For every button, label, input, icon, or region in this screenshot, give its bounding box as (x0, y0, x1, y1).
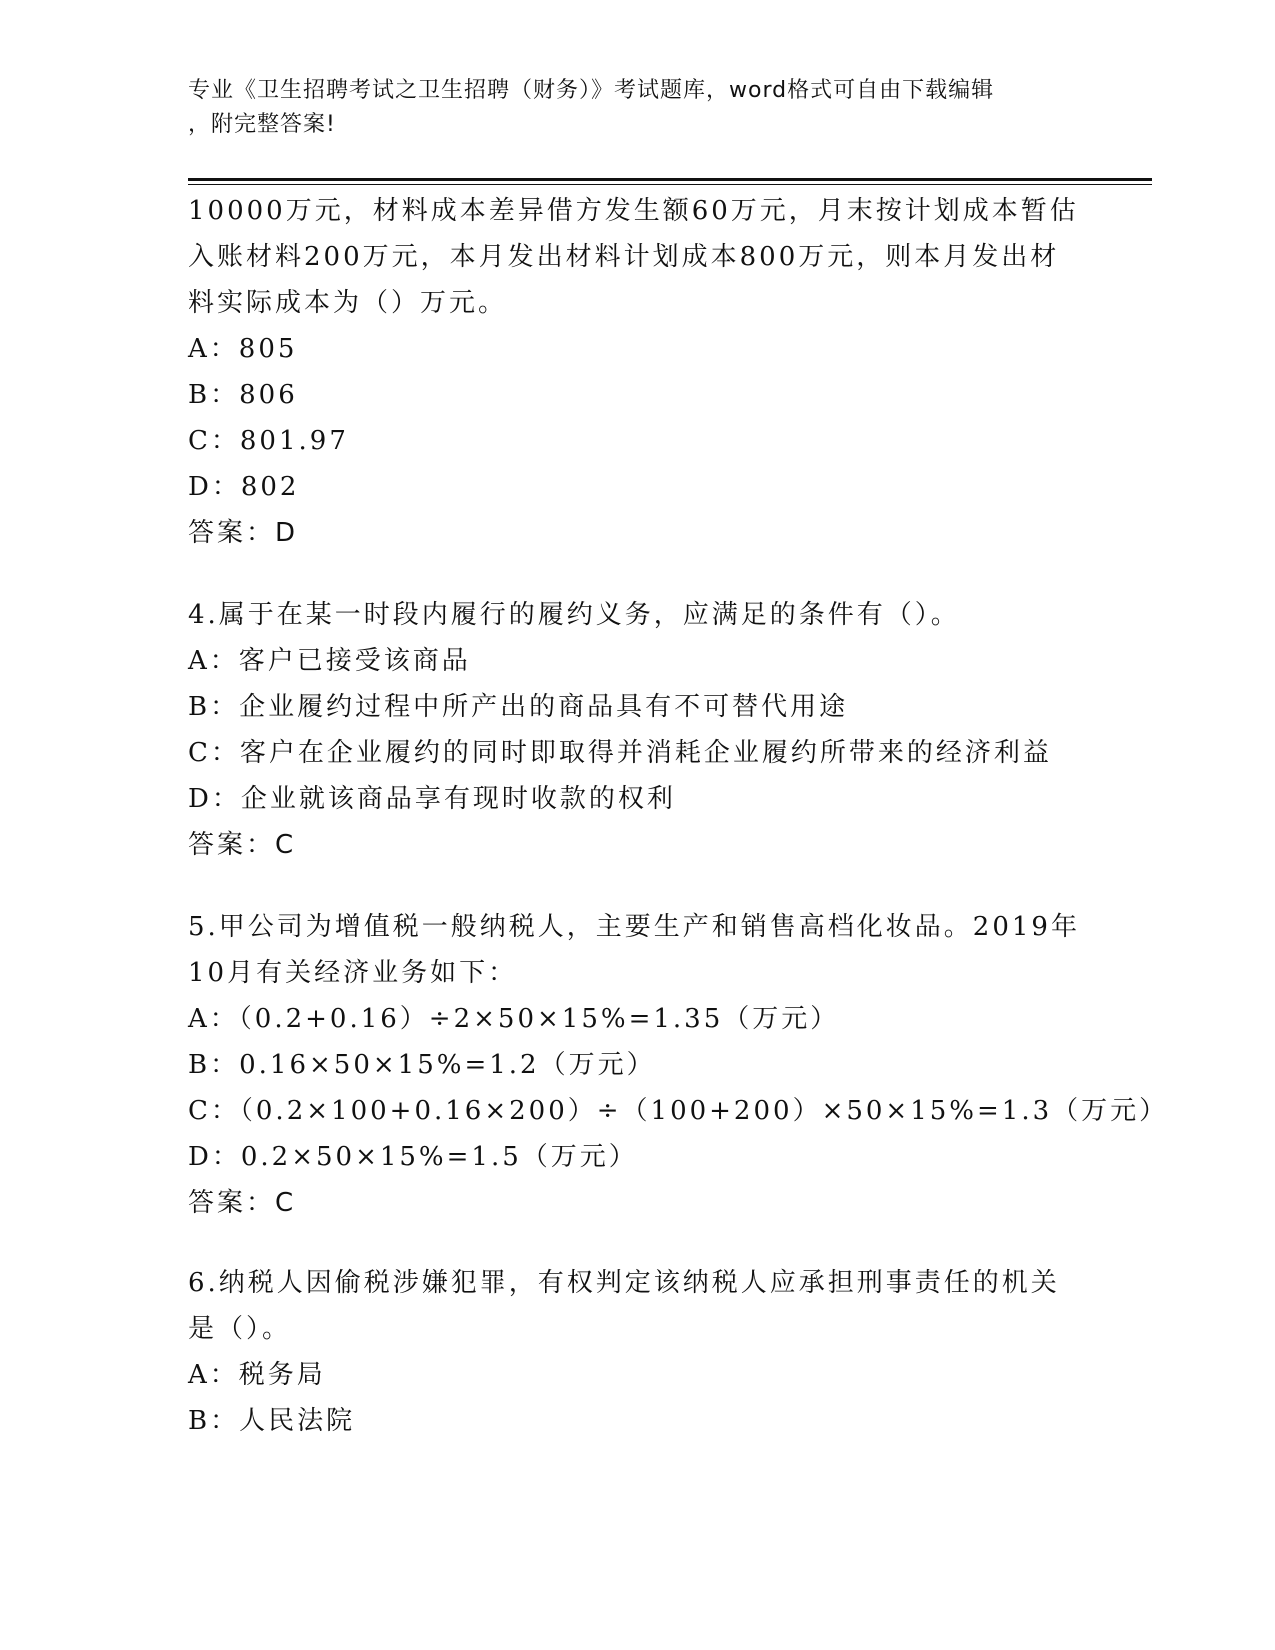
option-b: B：人民法院 (188, 1406, 356, 1436)
question-text-line: 料实际成本为（）万元。 (188, 288, 508, 318)
question-4 (188, 592, 1068, 868)
header-divider-thin (188, 184, 1152, 185)
question-content (188, 188, 1169, 1444)
question-text-line: 5.甲公司为增值税一般纳税人，主要生产和销售高档化妆品。2019年 (188, 912, 1080, 942)
answer-label: 答案：D (188, 518, 299, 548)
question-3 (188, 188, 1079, 556)
question-text-line: 入账材料200万元，本月发出材料计划成本800万元，则本月发出材 (188, 242, 1060, 272)
header-divider-thick (188, 178, 1152, 181)
option-a: A：客户已接受该商品 (188, 646, 471, 676)
option-a: A：（0.2+0.16）÷2×50×15%=1.35（万元） (188, 1004, 840, 1034)
spacer (188, 1226, 1068, 1260)
question-text-line: 是（）。 (188, 1314, 292, 1344)
question-text-line: 10月有关经济业务如下： (188, 958, 518, 988)
question-text-line: 4.属于在某一时段内履行的履约义务，应满足的条件有（）。 (188, 600, 960, 630)
answer-label: 答案：C (188, 1188, 297, 1218)
answer-label: 答案：C (188, 830, 297, 860)
option-b: B：企业履约过程中所产出的商品具有不可替代用途 (188, 692, 849, 722)
question-5 (188, 904, 1169, 1226)
option-a: A：税务局 (188, 1360, 326, 1390)
question-6 (188, 1260, 1068, 1444)
option-d: D：802 (188, 472, 300, 502)
document-header (188, 74, 1068, 142)
spacer (188, 868, 1068, 904)
header-line-1: 专业《卫生招聘考试之卫生招聘（财务）》考试题库，word格式可自由下载编辑 (188, 78, 995, 103)
option-b: B：806 (188, 380, 298, 410)
option-b: B：0.16×50×15%=1.2（万元） (188, 1050, 656, 1080)
option-c: C：801.97 (188, 426, 349, 456)
question-text-line: 10000万元，材料成本差异借方发生额60万元，月末按计划成本暂估 (188, 196, 1079, 226)
question-text-line: 6.纳税人因偷税涉嫌犯罪，有权判定该纳税人应承担刑事责任的机关 (188, 1268, 1060, 1298)
option-c: C：（0.2×100+0.16×200）÷（100+200）×50×15%=1.3（万元） (188, 1096, 1169, 1126)
option-c: C：客户在企业履约的同时即取得并消耗企业履约所带来的经济利益 (188, 738, 1052, 768)
header-line-2: ，附完整答案! (188, 112, 336, 137)
option-a: A：805 (188, 334, 298, 364)
option-d: D：企业就该商品享有现时收款的权利 (188, 784, 676, 814)
spacer (188, 556, 1068, 592)
option-d: D：0.2×50×15%=1.5（万元） (188, 1142, 638, 1172)
